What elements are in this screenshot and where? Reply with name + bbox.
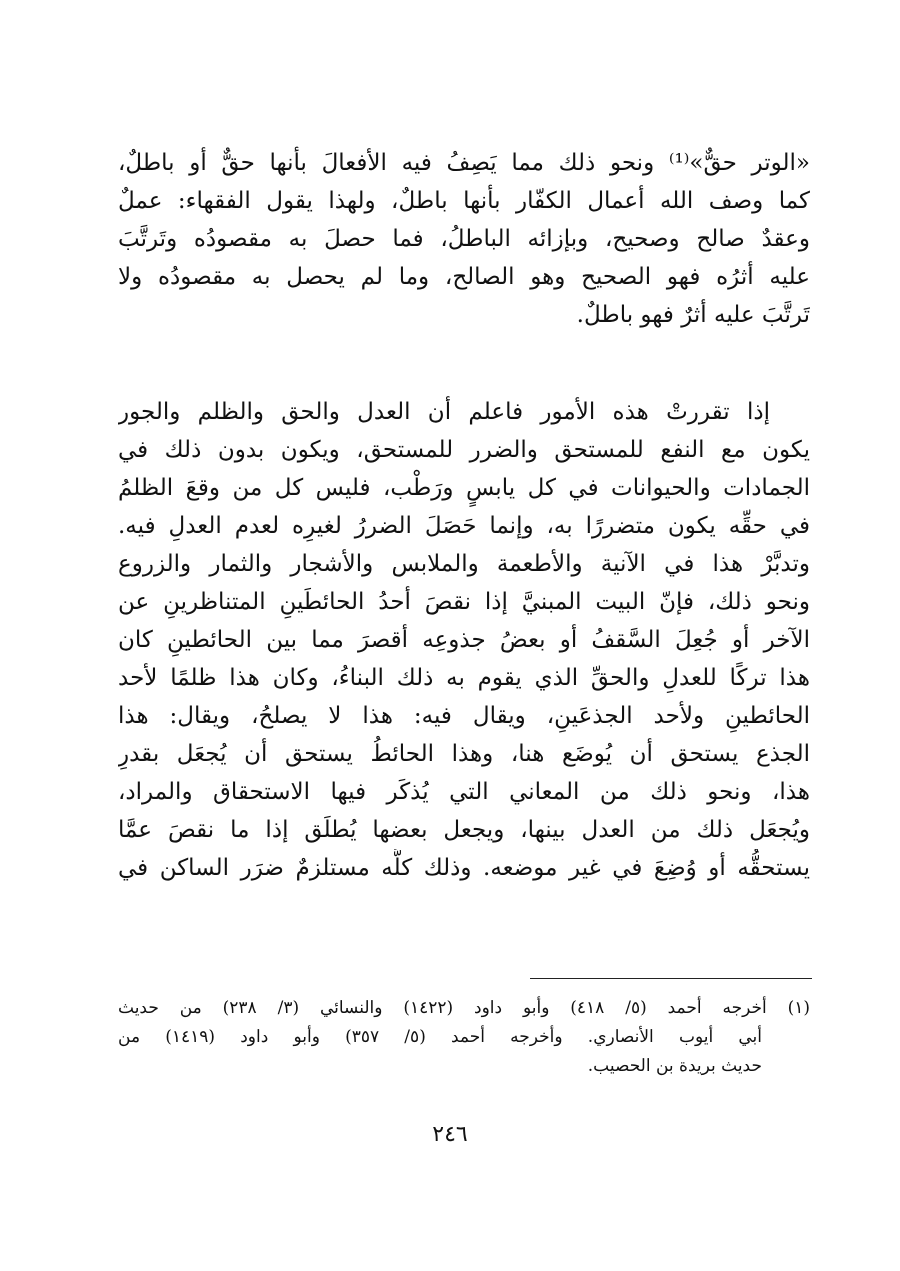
text-line: وتدبَّرْ هذا في الآنية والأطعمة والملابس والأشجار والثمار والزروع xyxy=(118,551,810,577)
text-line: هذا تركًا للعدلِ والحقِّ الذي يقوم به ذلك البناءُ، وكان هذا ظلمًا لأحد xyxy=(118,665,810,691)
text-line: «الوتر حقٌّ»⁽¹⁾ ونحو ذلك مما يَصِفُ فيه الأفعالَ بأنها حقٌّ أو باطلٌ، xyxy=(118,150,810,176)
text-line: كما وصف الله أعمال الكفّار بأنها باطلٌ، ولهذا يقول الفقهاء: عملٌ xyxy=(118,188,810,214)
text-line: الجذع يستحق أن يُوضَع هنا، وهذا الحائطُ يستحق أن يُجعَل بقدرِ xyxy=(118,741,810,767)
text-line: عليه أثرُه فهو الصحيح وهو الصالح، وما لم يحصل به مقصودُه ولا xyxy=(118,264,810,290)
text-line: وعقدٌ صالح وصحيح، وبإزائه الباطلُ، فما حصلَ به مقصودُه وتَرتَّبَ xyxy=(118,226,810,252)
text-line: ويُجعَل ذلك من العدل بينها، ويجعل بعضها يُطلَق إذا ما نقصَ عمَّا xyxy=(118,817,810,843)
footnote-divider xyxy=(530,978,812,979)
text-line: الآخر أو جُعِلَ السَّقفُ أو بعضُ جذوعِه أقصرَ مما بين الحائطينِ كان xyxy=(118,627,810,653)
text-line: يستحقُّه أو وُضِعَ في غير موضعه. وذلك كلُّه مستلزمٌ ضرَر الساكن في xyxy=(118,855,810,881)
text-line: الحائطينِ ولأحد الجذعَينِ، ويقال فيه: هذا لا يصلحُ، ويقال: هذا xyxy=(118,703,810,729)
paragraph-1 xyxy=(118,144,810,334)
text-line: تَرتَّبَ عليه أثرٌ فهو باطلٌ. xyxy=(576,302,810,328)
text-line: هذا، ونحو ذلك من المعاني التي يُذكَر فيها الاستحقاق والمراد، xyxy=(118,779,810,805)
paragraph-2 xyxy=(118,393,810,887)
page-number: ٢٤٦ xyxy=(432,1122,468,1147)
text-line: إذا تقررتْ هذه الأمور فاعلم أن العدل والحق والظلم والجور xyxy=(118,399,770,425)
footnotes xyxy=(118,994,810,1081)
text-line: الجمادات والحيوانات في كل يابسٍ ورَطْب، فليس كل من وقعَ الظلمُ xyxy=(118,475,810,501)
text-line: ونحو ذلك، فإنّ البيت المبنيَّ إذا نقصَ أحدُ الحائطَينِ المتناظرينِ عن xyxy=(118,589,810,615)
footnote-line: أبي أيوب الأنصاري. وأخرجه أحمد (٥/ ٣٥٧) وأبو داود (١٤١٩) من xyxy=(118,1027,762,1047)
text-line: في حقِّه يكون متضررًا به، وإنما حَصَلَ الضررُ لغيرِه لعدم العدلِ فيه. xyxy=(118,513,810,539)
text-line: يكون مع النفع للمستحق والضرر للمستحق، ويكون بدون ذلك في xyxy=(118,437,810,463)
footnote-line: (١) أخرجه أحمد (٥/ ٤١٨) وأبو داود (١٤٢٢) والنسائي (٣/ ٢٣٨) من حديث xyxy=(118,998,810,1018)
footnote-line: حديث بريدة بن الحصيب. xyxy=(587,1056,762,1076)
